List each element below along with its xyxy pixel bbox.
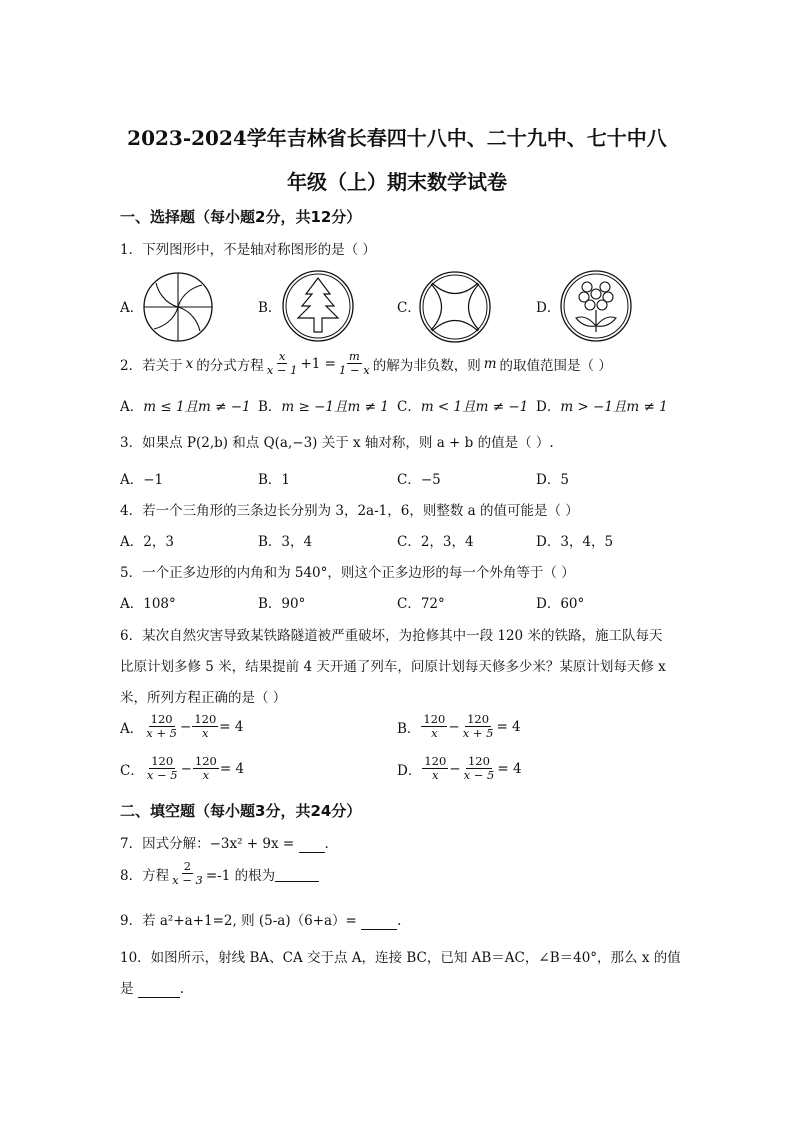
q6-b-n1: 120 — [423, 712, 446, 726]
q2-mid: 的分式方程 — [196, 357, 264, 374]
q2-fraction-2 — [337, 350, 372, 377]
q6-c-d2: x — [202, 768, 210, 782]
question-4-stem: 4．若一个三角形的三条边长分别为 3，2a-1，6，则整数 a 的值可能是（ ） — [120, 503, 579, 519]
q5-option-b — [258, 592, 305, 612]
q4-option-a-text: 2，3 — [143, 534, 174, 550]
q6-option-a-label: A． — [120, 720, 144, 737]
q4-option-c-label: C． — [397, 534, 421, 550]
q4-option-d-label: D． — [536, 534, 561, 550]
question-8 — [120, 860, 319, 887]
q6-option-c-frac-1 — [145, 755, 180, 782]
question-5-stem: 5．一个正多边形的内角和为 540°，则这个正多边形的每一个外角等于（ ） — [120, 565, 575, 581]
q4-option-b-text: 3，4 — [281, 534, 313, 550]
q6-option-d-frac-2 — [462, 755, 497, 782]
section-heading-choice: 一、选择题（每小题2分，共12分） — [120, 208, 362, 226]
exam-title-line2: 年级（上）期末数学试卷 — [287, 170, 507, 194]
q2-fraction-2-num: m — [348, 349, 360, 363]
q6-option-a: A． $\frac{120}{x + 5}$ − $\frac{120}{x}$ = 4 — [120, 712, 244, 740]
q4-option-a — [120, 530, 174, 550]
q6-b-d1: x — [431, 726, 438, 740]
section-heading-fill-in: 二、填空题（每小题3分，共24分） — [120, 802, 362, 820]
q5-option-a-label: A． — [120, 596, 144, 612]
q2-option-a — [120, 395, 251, 415]
q5-option-b-label: B． — [258, 596, 282, 612]
q6-option-c: C． $\frac{120}{x - 5}$ − $\frac{120}{x}$ = 4 — [120, 754, 245, 782]
q4-option-b-label: B． — [258, 534, 282, 550]
q2-suffix: 的解为非负数，则 — [372, 357, 481, 374]
q10-prefix: 是 — [120, 981, 134, 997]
q6-option-d-label: D． — [397, 762, 422, 779]
q3-option-d-text: 5 — [560, 472, 569, 488]
q5-option-c-text: 72° — [420, 596, 445, 612]
q3-option-b-text: 1 — [281, 472, 291, 488]
q6-c-n2: 120 — [194, 754, 217, 768]
q10-end: . — [179, 981, 185, 997]
q1-option-c-label: C． — [397, 300, 421, 316]
flower-circle-figure — [558, 268, 634, 344]
q5-option-d — [536, 592, 584, 612]
q2-var-m: m — [483, 355, 497, 372]
q2-option-d — [536, 395, 668, 415]
q9-answer-blank[interactable] — [361, 913, 397, 930]
q1-option-d-label: D． — [536, 300, 561, 316]
q6-d-rhs: = 4 — [497, 760, 522, 777]
q2-option-b — [258, 395, 389, 415]
q4-option-d — [536, 530, 613, 550]
q3-option-b — [258, 468, 290, 488]
q8-suffix: =-1 的根为 — [205, 867, 276, 884]
q5-option-c — [397, 592, 445, 612]
q4-option-c-text: 2，3，4 — [420, 534, 474, 550]
exam-title-line1: 2023-2024学年吉林省长春四十八中、二十九中、七十中八 — [127, 126, 667, 150]
pinwheel-circle-figure — [142, 271, 214, 343]
tree-circle-figure — [280, 268, 356, 344]
question-10-line-1: 10．如图所示，射线 BA、CA 交于点 A，连接 BC，已知 AB＝AC，∠B＝40°，那么 x 的值 — [120, 950, 681, 966]
q10-answer-blank[interactable] — [138, 981, 180, 998]
q2-fraction-1-num: x — [278, 349, 286, 363]
q6-a-d2: x — [202, 726, 209, 740]
q5-option-a — [120, 592, 176, 612]
q6-a-n1: 120 — [150, 712, 173, 726]
q4-option-a-label: A． — [120, 534, 144, 550]
q2-option-b-label: B． — [258, 399, 282, 415]
q2-fraction-1-den: x − 1 — [266, 363, 298, 377]
question-10-line-2 — [120, 977, 184, 998]
q6-d-d1: x — [432, 768, 439, 782]
q5-option-b-text: 90° — [281, 596, 306, 612]
q2-fraction-1 — [265, 350, 300, 377]
q6-b-n2: 120 — [467, 712, 490, 726]
q3-option-b-label: B． — [258, 472, 282, 488]
q5-option-d-text: 60° — [560, 596, 585, 612]
q6-c-d1: x − 5 — [146, 768, 178, 782]
q2-var-x: x — [185, 355, 194, 372]
question-6-line-3: 米，所列方程正确的是（ ） — [120, 690, 287, 706]
q3-option-c-label: C． — [397, 472, 421, 488]
q3-option-c-text: −5 — [420, 472, 441, 488]
question-6-line-2: 比原计划多修 5 米，结果提前 4 天开通了列车，问原计划每天修多少米？某原计划每天修 x — [120, 659, 666, 675]
question-7 — [120, 832, 329, 853]
q4-option-b — [258, 530, 312, 550]
q3-option-a-label: A． — [120, 472, 144, 488]
q6-b-rhs: = 4 — [496, 718, 521, 735]
q9-text: 9．若 a²+a+1=2, 则 (5-a)（6+a）= — [120, 913, 357, 929]
question-3-stem: 3．如果点 P(2,b) 和点 Q(a,−3) 关于 x 轴对称，则 a + b 的值是（ ）. — [120, 435, 554, 451]
q6-option-c-frac-2 — [193, 755, 219, 782]
q6-option-a-frac-1 — [144, 713, 179, 740]
q6-d-d2: x − 5 — [463, 768, 495, 782]
q4-option-d-text: 3，4，5 — [560, 534, 614, 550]
q2-option-d-label: D． — [536, 399, 561, 415]
q6-b-d2: x + 5 — [462, 726, 494, 740]
q5-option-d-label: D． — [536, 596, 561, 612]
q2-option-a-label: A． — [120, 399, 144, 415]
q9-end: . — [397, 913, 402, 929]
q6-d-n2: 120 — [467, 754, 490, 768]
q8-den: x − 3 — [172, 873, 203, 887]
question-9 — [120, 909, 401, 930]
q1-option-b-label: B． — [258, 300, 282, 316]
q6-d-n1: 120 — [424, 754, 447, 768]
q2-option-b-text: m ≥ −1且m ≠ 1 — [281, 399, 389, 415]
question-1-stem: 1．下列图形中，不是轴对称图形的是（ ） — [120, 242, 376, 258]
q5-option-a-text: 108° — [143, 596, 176, 612]
q6-option-b: B． $\frac{120}{x}$ − $\frac{120}{x + 5}$ = 4 — [397, 712, 521, 740]
q2-end: 的取值范围是（ ） — [499, 357, 612, 374]
q6-a-rhs: = 4 — [219, 718, 244, 735]
q4-option-c — [397, 530, 474, 550]
q8-fraction — [170, 860, 205, 887]
q8-prefix: 8．方程 — [120, 867, 170, 884]
q2-option-c-label: C． — [397, 399, 421, 415]
q6-option-a-frac-2 — [192, 713, 218, 740]
arcs-circle-figure — [418, 270, 492, 344]
q7-text: 7．因式分解：−3x² + 9x = — [120, 836, 295, 852]
q8-answer-blank[interactable] — [275, 866, 319, 882]
q2-option-c-text: m < 1且m ≠ −1 — [420, 399, 529, 415]
q6-option-b-frac-1 — [421, 713, 447, 740]
q3-option-c — [397, 468, 441, 488]
q3-option-a-text: −1 — [143, 472, 164, 488]
q7-answer-blank[interactable] — [299, 836, 325, 853]
q3-option-a — [120, 468, 163, 488]
q2-option-d-text: m > −1且m ≠ 1 — [560, 399, 668, 415]
q5-option-c-label: C． — [397, 596, 421, 612]
q6-a-n2: 120 — [194, 712, 217, 726]
q6-option-b-label: B． — [397, 720, 421, 737]
q3-option-d-label: D． — [536, 472, 561, 488]
q3-option-d — [536, 468, 569, 488]
q6-option-b-frac-2 — [461, 713, 496, 740]
q6-option-d-frac-1 — [422, 755, 448, 782]
q2-prefix: 2．若关于 — [120, 357, 183, 374]
question-6-line-1: 6．某次自然灾害导致某铁路隧道被严重破坏，为抢修其中一段 120 米的铁路，施工队每天 — [120, 628, 663, 644]
q7-end: . — [324, 836, 329, 852]
q6-c-n1: 120 — [151, 754, 174, 768]
q2-option-c — [397, 395, 528, 415]
q2-fraction-2-den: 1 − x — [338, 363, 370, 377]
q6-a-d1: x + 5 — [146, 726, 177, 740]
q6-c-rhs: = 4 — [219, 760, 245, 777]
question-2-stem — [120, 350, 612, 377]
q2-option-a-text: m ≤ 1且m ≠ −1 — [143, 399, 251, 415]
q2-plus: +1 = — [300, 355, 336, 372]
q6-option-c-label: C． — [120, 762, 144, 779]
q1-option-a-label: A． — [120, 300, 144, 316]
q8-num: 2 — [183, 859, 192, 873]
q6-option-d: D． $\frac{120}{x}$ − $\frac{120}{x - 5}$ = 4 — [397, 754, 522, 782]
